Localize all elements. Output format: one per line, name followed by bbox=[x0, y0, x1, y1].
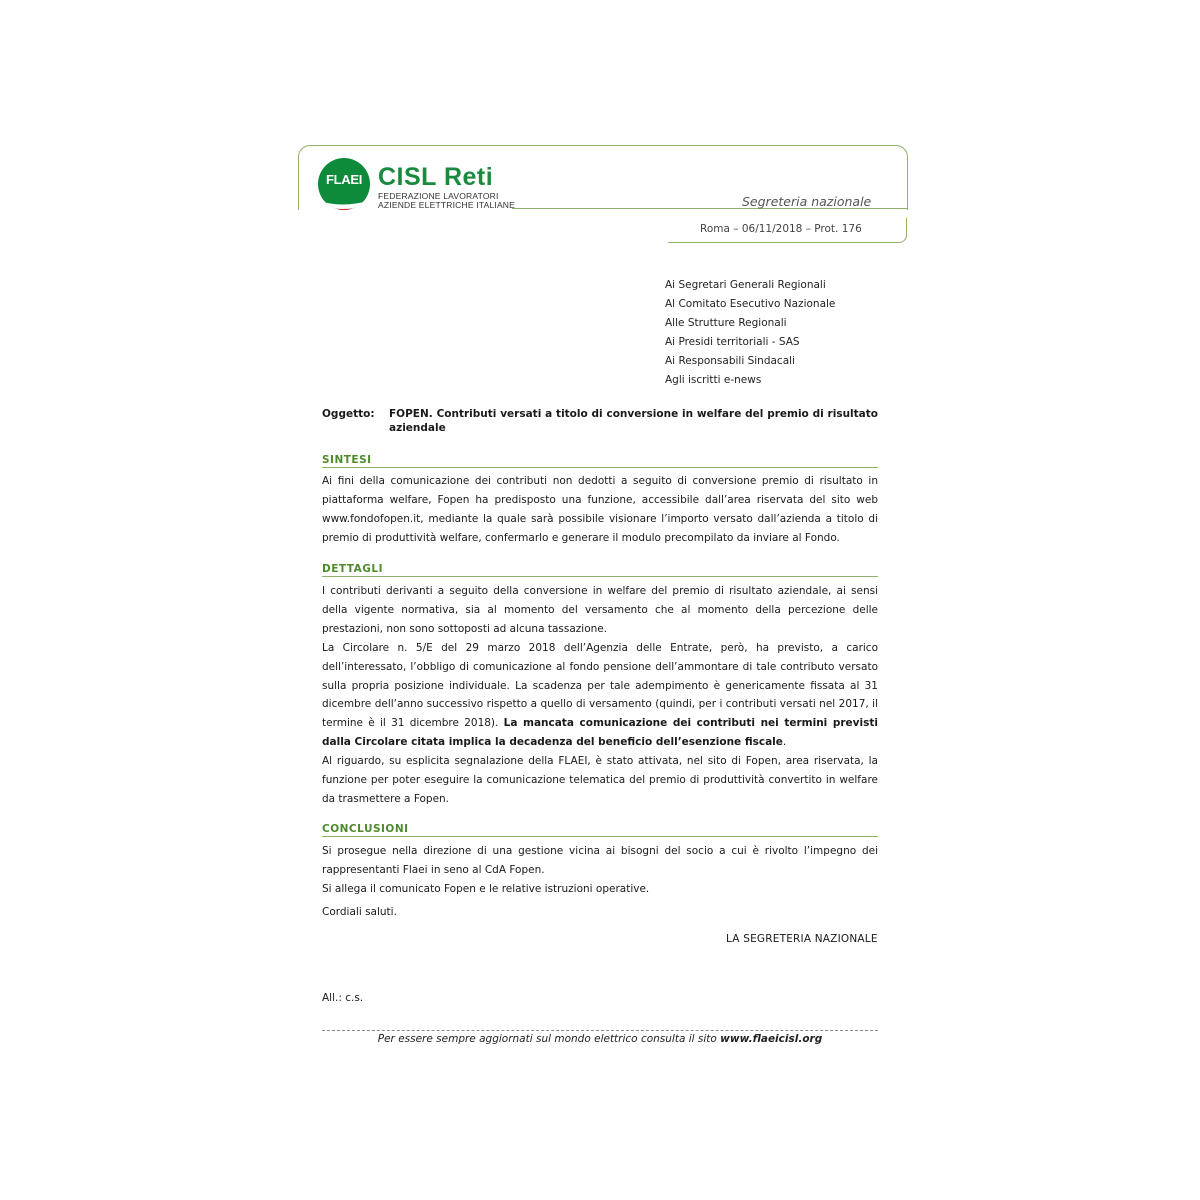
footer-site-link[interactable]: www.flaeicisl.org bbox=[720, 1033, 823, 1045]
sintesi-paragraph: Ai fini della comunicazione dei contributi non dedotti a seguito di conversione premio di risultato in piattaforma welfare, Fopen ha predisposto una funzione, accessibile dall’area riservata del sito web www.fondofopen.it, mediante la quale sarà possibile visionare l’importo versato dall’azienda a titolo di premio di produttività welfare, confermarlo e generare il modulo precompilato da inviare al Fondo. bbox=[322, 475, 878, 544]
conclusioni-heading: CONCLUSIONI bbox=[322, 823, 878, 837]
recipient-item: Al Comitato Esecutivo Nazionale bbox=[665, 297, 836, 310]
recipient-item: Ai Responsabili Sindacali bbox=[665, 354, 795, 367]
recipient-list bbox=[665, 276, 835, 389]
subject-text: FOPEN. Contributi versati a titolo di conversione in welfare del premio di risultato aziendale bbox=[389, 408, 878, 434]
footer-text: Per essere sempre aggiornati sul mondo elettrico consulta il sito bbox=[377, 1033, 721, 1045]
dettagli-paragraph-1: I contributi derivanti a seguito della conversione in welfare del premio di risultato aziendale, ai sensi della vigente normativa, sia al momento del versamento che al momento della percezione delle prestazioni, non sono sottoposti ad alcuna tassazione. bbox=[322, 585, 878, 635]
brand-subtitle-line-1: FEDERAZIONE LAVORATORI bbox=[378, 191, 499, 201]
attachments-note: All.: c.s. bbox=[322, 992, 364, 1004]
recipient-item: Ai Segretari Generali Regionali bbox=[665, 279, 826, 291]
dettagli-paragraph-2-emphasis: La mancata comunicazione dei contributi nei termini previsti dalla Circolare citata implica la decadenza del beneficio dell’esenzione fiscale bbox=[322, 717, 878, 749]
brand-subtitle bbox=[378, 192, 515, 210]
conclusioni-paragraph-2: Si allega il comunicato Fopen e le relative istruzioni operative. bbox=[322, 882, 650, 895]
department-label: Segreteria nazionale bbox=[742, 194, 872, 209]
logo-stripes-icon bbox=[318, 194, 370, 210]
signature: LA SEGRETERIA NAZIONALE bbox=[726, 933, 878, 945]
date-protocol: Roma – 06/11/2018 – Prot. 176 bbox=[700, 223, 862, 235]
footer-divider bbox=[322, 1030, 878, 1031]
dettagli-heading: DETTAGLI bbox=[322, 563, 878, 577]
conclusioni-body bbox=[322, 842, 878, 899]
dettagli-body bbox=[322, 582, 878, 809]
recipient-item: Ai Presidi territoriali - SAS bbox=[665, 335, 800, 348]
brand-subtitle-line-2: AZIENDE ELETTRICHE ITALIANE bbox=[378, 200, 516, 210]
footer-note bbox=[322, 1033, 878, 1045]
closing-greeting: Cordiali saluti. bbox=[322, 906, 397, 918]
dettagli-paragraph-2-text: La Circolare n. 5/E del 29 marzo 2018 dell’Agenzia delle Entrate, però, ha previsto, a carico dell’interessato, l’obbligo di comunicazione al fondo pensione dell’ammontare di tale contributo versato sulla propria posizione individuale. La scadenza per tale adempimento è genericamente fissata al 31 dicembre dell’anno successivo rispetto a quello di versamento (quindi, per i contributi versati nel 2017, il termine è il 31 dicembre 2018). bbox=[322, 641, 878, 730]
conclusioni-paragraph-1: Si prosegue nella direzione di una gestione vicina ai bisogni del socio a cui è rivolto l’impegno dei rappresentanti Flaei in seno al CdA Fopen. bbox=[322, 845, 878, 876]
logo-mark-text: FLAEI bbox=[325, 172, 363, 187]
sintesi-heading: SINTESI bbox=[322, 454, 878, 468]
dettagli-paragraph-3: Al riguardo, su esplicita segnalazione della FLAEI, è stato attivata, nel sito di Fopen, area riservata, la funzione per poter eseguire la comunicazione telematica del premio di produttività convertito in welfare da trasmettere a Fopen. bbox=[322, 755, 878, 805]
dettagli-paragraph-2 bbox=[322, 639, 878, 752]
dettagli-paragraph-2-end: . bbox=[782, 736, 787, 749]
recipient-item: Agli iscritti e-news bbox=[665, 373, 762, 386]
subject-label: Oggetto: bbox=[322, 408, 375, 420]
recipient-item: Alle Strutture Regionali bbox=[665, 316, 787, 329]
brand-name: CISL Reti bbox=[378, 163, 494, 191]
sintesi-body bbox=[322, 472, 878, 548]
logo-icon bbox=[318, 158, 370, 210]
